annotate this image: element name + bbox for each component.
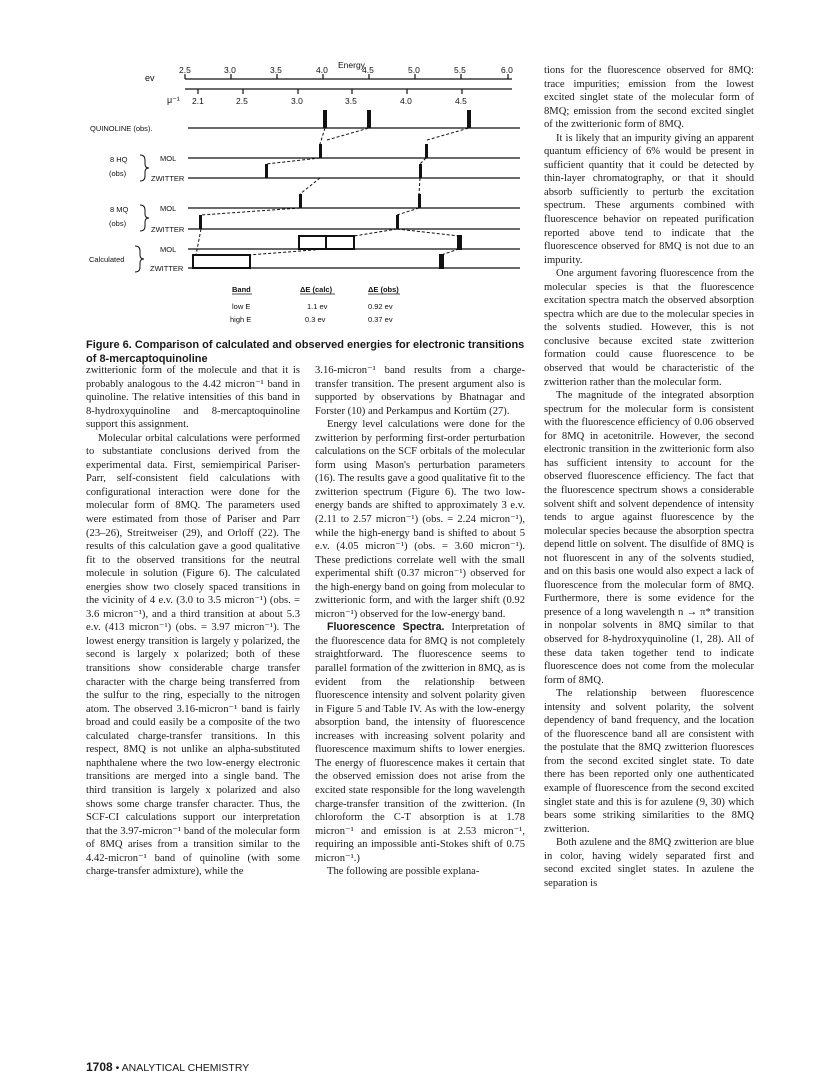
mu-label: μ⁻¹ xyxy=(167,95,180,105)
text-column-1 xyxy=(86,364,300,879)
svg-text:MOL: MOL xyxy=(160,245,177,254)
paragraph: The relationship between fluorescence intensity and solvent polarity, the solvent dependency of band frequency, and the location of the fluorescence band all are consistent with the postulate that the 8MQ zwitterion fluoresces from the second excited singlet state. To date there has been reported only one authenticated example of fluorescence from the second excited singlet state and this is for azulene (9, 30) which bears some striking similarities to the 8MQ zwitterion. xyxy=(544,688,754,835)
paragraph: The magnitude of the integrated absorption spectrum for the molecular form is consistent with the fluorescence efficiency of 0.06 observed for 8MQ in acetonitrile. However, the second electronic transition in the zwitterionic form also has sufficient intensity to account for the observed fluorescence efficiency. The fact that the fluorescence spectrum shows a considerable solvent shift and solvent dependence of intensity tends to argue against fluorescence by the molecular species because the absorption spectra depend little on solvent. The disulfide of 8MQ is not fluorescent in any of the solvents studied, and on this basis one would also expect a lack of fluorescence from the molecular form of 8MQ. Furthermore, there is some evidence for the presence of a long wavelength n → π* transition in nonpolar solvents in 8MQ similar to that observed for 8-hydroxyquinoline (1, 28). All of these data taken together tend to indicate fluorescence does not come from the molecular form of 8MQ. xyxy=(544,390,754,686)
paragraph: zwitterionic form of the molecule and that it is probably analogous to the 4.42 micron⁻¹ band in quinoline. The relative intensities of this band in 8-hydroxyquinoline and 8-mercaptoquinoline support this assignment. xyxy=(86,365,300,431)
svg-text:0.3 ev: 0.3 ev xyxy=(305,315,326,324)
svg-text:(obs): (obs) xyxy=(109,169,127,178)
ev-label: ev xyxy=(145,73,155,83)
figure-caption-label: Figure 6. xyxy=(86,339,132,351)
mq-zwitter-bar-1 xyxy=(199,215,202,229)
svg-text:ZWITTER: ZWITTER xyxy=(151,174,185,183)
label-quinoline: QUINOLINE (obs). xyxy=(90,124,153,133)
figure-caption xyxy=(86,338,526,366)
label-8hq: 8 HQ xyxy=(110,155,128,164)
svg-text:4.0: 4.0 xyxy=(316,65,328,75)
paragraph: Both azulene and the 8MQ zwitterion are blue in color, having widely separated first and second excited singlet states. In azulene the separation is xyxy=(544,837,754,889)
paragraph: The following are possible explana- xyxy=(327,866,480,878)
svg-text:6.0: 6.0 xyxy=(501,65,513,75)
quinoline-bar-2 xyxy=(367,110,371,128)
paragraph: tions for the fluorescence observed for 8MQ: trace impurities; emission from the lowest excited singlet state of the molecular form of 8MQ; emission from the second excited singlet of the zwitterionic form of 8MQ. xyxy=(544,65,754,131)
table-header-obs: ΔE (obs) xyxy=(368,285,399,294)
paragraph: Molecular orbital calculations were performed to substantiate conclusions derived from the experimental data. First, semiempirical Pariser-Parr, self-consistent field calculations with configurational interaction were done for the molecular form of 8MQ. The parameters used were estimated from those of Pariser and Parr (23–26), Streitweiser (29), and Orloff (22). The results of this calculation gave a good qualitative fit to the observed transitions for the neutral molecule in solution (Figure 6). The calculated energies show two closely spaced transitions in the vicinity of 4 e.v. (3.0 to 3.5 micron⁻¹) (obs. = 3.6 micron⁻¹), and a third transition at about 5.3 e.v. (413 micron⁻¹) (obs. = 3.97 micron⁻¹). The lowest energy transition is largely y polarized, the second is largely x polarized; both of these transitions show considerable charge transfer character with the charge being transferred from the sulfur to the ring, especially to the nitrogen atom. The observed 3.16-micron⁻¹ band is fairly broad and could easily be a composite of the two calculated charge-transfer transitions. In this respect, 8MQ is not unlike an alpha-substituted naphthalene where the two low-energy electronic transitions are merged into a single band. The third transition is largely x polarized and also shows some charge transfer character. Thus, the SCF-CI calculations support our interpretation that the 3.97-micron⁻¹ band of the molecular form of 8MQ arises from a transition similar to the 4.42-micron⁻¹ band of quinoline (with some charge-transfer admixture), while the xyxy=(86,432,300,878)
svg-text:0.92 ev: 0.92 ev xyxy=(368,302,393,311)
svg-text:MOL: MOL xyxy=(160,204,177,213)
svg-text:2.5: 2.5 xyxy=(179,65,191,75)
label-8mq: 8 MQ xyxy=(110,205,129,214)
svg-text:ZWITTER: ZWITTER xyxy=(150,264,184,273)
hq-zwitter-bar-2 xyxy=(419,164,422,178)
svg-text:5.5: 5.5 xyxy=(454,65,466,75)
svg-text:4.0: 4.0 xyxy=(400,96,412,106)
table-header-calc: ΔE (calc) xyxy=(300,285,333,294)
svg-text:low E: low E xyxy=(232,302,251,311)
svg-text:high E: high E xyxy=(230,315,252,324)
hq-mol-bar-2 xyxy=(425,144,428,158)
energy-title: Energy xyxy=(338,60,365,70)
calc-zwitter-box xyxy=(193,255,250,268)
svg-text:5.0: 5.0 xyxy=(408,65,420,75)
paragraph: Fluorescence Spectra. Interpretation of the fluorescence data for 8MQ is not completely straightforward. The fluorescence seems to parallel formation of the zwitterion in 8MQ, as is evident from the relationship between fluorescence intensity and solvent polarity given in Figure 5 and Table IV. As with the low-energy absorption band, the intensity of fluorescence increases with increasing solvent polarity and fluorescence maximum shifts to lower energies. The energy of fluorescence makes it certain that the observed emission does not arise from the excited state responsible for the long wavelength charge-transfer transition of the zwitterion. (In chloroform the C-T absorption is at 1.78 micron⁻¹ and emission is at 2.53 micron⁻¹, requiring an impossible anti-Stokes shift of 0.75 micron⁻¹.) xyxy=(315,621,525,864)
svg-text:0.37 ev: 0.37 ev xyxy=(368,315,393,324)
paragraph: One argument favoring fluorescence from the molecular species is that the fluorescence excitation spectra match the observed absorption spectra which are due to the molecular species in the solvents studied. However, this is not conclusive because excited state zwitterion formation could cause fluorescence to be observed that would be characteristic of the zwitterion rather than the molecular form. xyxy=(544,268,754,388)
mq-brace xyxy=(140,205,149,231)
svg-text:3.0: 3.0 xyxy=(291,96,303,106)
table-header-band: Band xyxy=(232,285,251,294)
svg-text:2.5: 2.5 xyxy=(236,96,248,106)
hq-brace xyxy=(140,155,149,181)
calc-brace xyxy=(135,246,144,272)
text-column-2 xyxy=(315,364,525,879)
hq-zwitter-bar-1 xyxy=(265,164,268,178)
mq-zwitter-bar-2 xyxy=(396,215,399,229)
svg-text:2.1: 2.1 xyxy=(192,96,204,106)
label-calculated: Calculated xyxy=(89,255,125,264)
footer-bullet: • xyxy=(115,1062,120,1074)
svg-text:3.5: 3.5 xyxy=(270,65,282,75)
svg-text:3.5: 3.5 xyxy=(345,96,357,106)
figure-energy-diagram xyxy=(0,0,530,336)
quinoline-bar-3 xyxy=(467,110,471,128)
page-footer xyxy=(86,1060,249,1074)
svg-text:4.5: 4.5 xyxy=(455,96,467,106)
figure-caption-text: Comparison of calculated and observed energies for electronic transitions of 8-mercaptoquinoline xyxy=(86,339,525,365)
journal-name: ANALYTICAL CHEMISTRY xyxy=(121,1062,250,1074)
calc-zwitter-bar xyxy=(440,255,443,268)
paragraph: Energy level calculations were done for the zwitterion by performing first-order perturbation calculations on the SCF orbitals of the molecular form using Mason's perturbation parameters (16). The results gave a good qualitative fit to the zwitterion spectrum (Figure 6). The two low-energy bands are shifted to approximately 3 e.v. (2.11 to 2.57 micron⁻¹) (obs. = 2.24 micron⁻¹), while the high-energy band is shifted to about 5 e.v. (4.05 micron⁻¹) (obs. = 3.60 micron⁻¹). These predictions correlate well with the small experimental shift (0.37 micron⁻¹) observed for the high-energy band on going from molecular to zwitterionic form, and with the larger shift (0.92 micron⁻¹) observed for the low-energy band. xyxy=(315,419,525,620)
paragraph: 3.16-micron⁻¹ band results from a charge-transfer transition. The present argument also is supported by observations by Bhatnagar and Forster (10) and Perkampus and Kortüm (27). xyxy=(315,365,525,417)
page-number: 1708 xyxy=(86,1060,113,1074)
svg-text:1.1 ev: 1.1 ev xyxy=(307,302,328,311)
mq-mol-bar-2 xyxy=(418,194,421,208)
svg-text:(obs): (obs) xyxy=(109,219,127,228)
section-heading: Fluorescence Spectra. xyxy=(327,621,445,634)
svg-text:MOL: MOL xyxy=(160,154,177,163)
quinoline-bar-1 xyxy=(323,110,327,128)
text-column-3 xyxy=(544,64,754,890)
calc-mol-box-2 xyxy=(458,236,461,249)
mq-mol-bar-1 xyxy=(299,194,302,208)
svg-text:ZWITTER: ZWITTER xyxy=(151,225,185,234)
svg-text:3.0: 3.0 xyxy=(224,65,236,75)
hq-mol-bar-1 xyxy=(319,144,322,158)
paragraph: It is likely that an impurity giving an apparent quantum efficiency of 6% would be present in sufficient quantity that it could be detected by thin-layer chromatography, or that it should absorb sufficiently to perturb the excitation spectrum. These arguments combined with fluorescence behavior on repeated purification reported above tend to indicate that the fluorescence observed for 8MQ is not due to an impurity. xyxy=(544,132,754,266)
svg-text:4.5: 4.5 xyxy=(362,65,374,75)
